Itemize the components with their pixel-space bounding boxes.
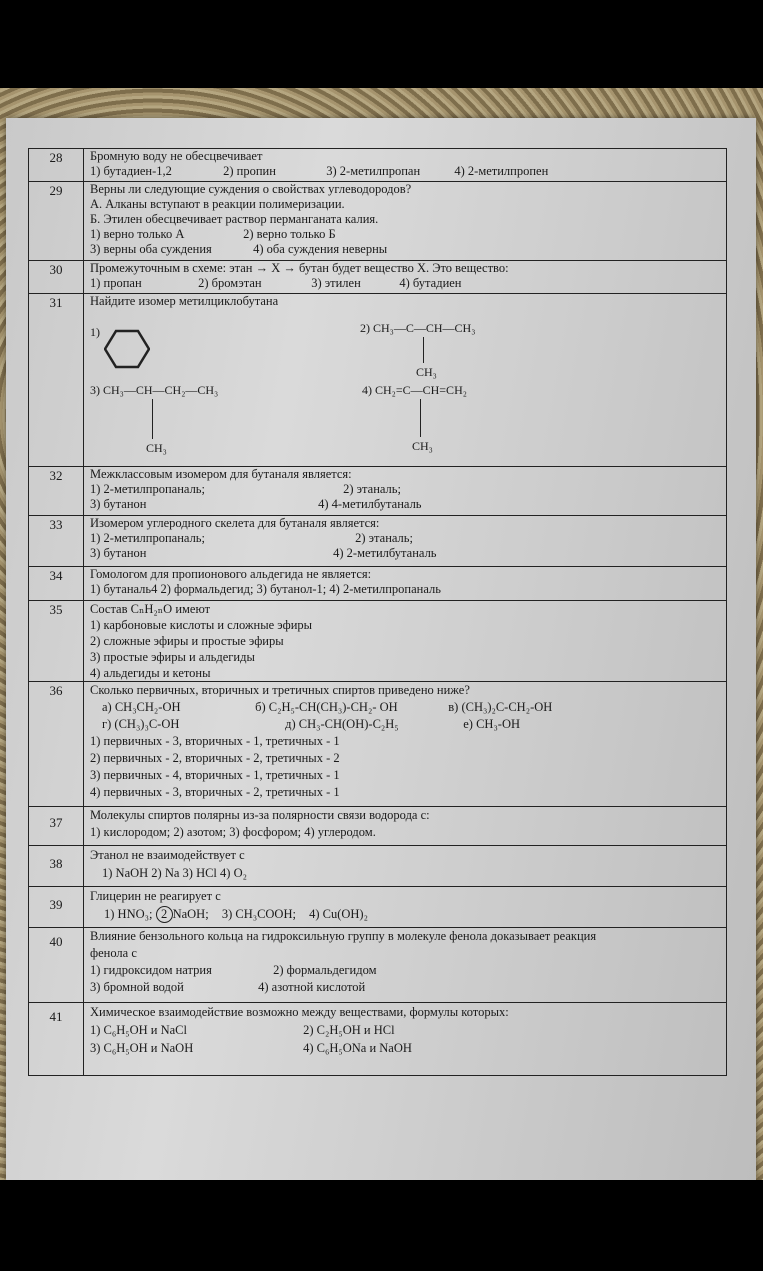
question-text: Глицерин не реагирует с [90,889,221,903]
question-29 [29,182,726,261]
question-28 [29,149,726,182]
question-number: 41 [29,1003,84,1075]
cyclohexane-structure [104,329,150,369]
compound-a: а) CH₃CH₂-OH [102,700,181,714]
option: NaOH; [172,907,209,921]
option: 3) 2-метилпропан [326,164,421,178]
questions-table [28,148,727,1076]
option: 1) первичных - 3, вторичных - 1, третичных - 1 [90,734,340,748]
question-number: 30 [29,261,84,293]
question-text: Состав CₙH₂ₙO имеют [90,602,211,616]
compound-c: в) (CH₃)₂C-CH₂-OH [448,700,553,714]
question-text: Гомологом для пропионового альдегида не является: [90,567,372,581]
question-text: Верны ли следующие суждения о свойствах углеводородов? [90,182,412,196]
option-3-branch: CH₃ [146,441,167,455]
question-32 [29,467,726,516]
option: 1) C₆H₅OH и NaCl [90,1023,187,1037]
option: 4) оба суждения неверны [253,242,388,256]
question-37 [29,807,726,846]
option: 2) формальдегидом [273,963,377,977]
question-number: 38 [29,846,84,886]
option: 1) верно только А [90,227,185,241]
question-number: 33 [29,516,84,566]
option: 4) альдегиды и кетоны [90,666,211,680]
question-text: Промежуточным в схеме: этан → X → бутан будет вещество X. Это вещество: [90,261,509,275]
question-text: Межклассовым изомером для бутаналя является: [90,467,352,481]
question-number: 28 [29,149,84,181]
question-text: Найдите изомер метилциклобутана [90,294,279,308]
question-36 [29,682,726,807]
option: 4) первичных - 3, вторичных - 2, третичных - 1 [90,785,340,799]
question-text: Сколько первичных, вторичных и третичных спиртов приведено ниже? [90,683,470,697]
question-31 [29,294,726,467]
option: 3) этилен [311,276,361,290]
option: 2) первичных - 2, вторичных - 2, третичных - 2 [90,751,340,765]
option-2-branch: CH₃ [416,365,437,379]
question-text: Молекулы спиртов полярны из-за полярности связи водорода с: [90,808,430,822]
option: 3) первичных - 4, вторичных - 1, третичных - 1 [90,768,340,782]
question-38 [29,846,726,887]
bond-line [152,399,153,439]
option: 2) C₂H₅OH и HCl [303,1023,395,1037]
question-33 [29,516,726,567]
options-line: 1) кислородом; 2) азотом; 3) фосфором; 4) углеродом. [90,825,376,839]
question-number: 35 [29,601,84,681]
option: 4) 2-метилбутаналь [333,546,437,560]
option: 4) азотной кислотой [258,980,366,994]
option: 2) верно только Б [243,227,336,241]
option: 1) карбоновые кислоты и сложные эфиры [90,618,313,632]
option: 2) бромэтан [198,276,262,290]
question-41 [29,1003,726,1076]
question-text: Химическое взаимодействие возможно между веществами, формулы которых: [90,1005,509,1019]
bond-line [423,337,424,363]
option: 2) сложные эфиры и простые эфиры [90,634,284,648]
question-text: А. Алканы вступают в реакции полимеризации. [90,197,345,211]
option: 4) 4-метилбутаналь [318,497,422,511]
question-text: Изомером углеродного скелета для бутаналя является: [90,516,380,530]
option: 1) 2-метилпропаналь; [90,531,205,545]
structures [90,309,720,464]
option: 4) бутадиен [399,276,462,290]
question-number: 37 [29,807,84,845]
question-text: Этанол не взаимодействует с [90,848,245,862]
option: 1) HNO₃; [104,907,153,921]
option-1-label: 1) [90,325,100,339]
option-2-formula: 2) CH₃—C—CH—CH₃ [360,321,476,335]
option: 3) бутанон [90,546,147,560]
question-40 [29,928,726,1003]
option: 4) Cu(OH)₂ [309,907,368,921]
question-text: Бромную воду не обесцвечивает [90,149,263,163]
question-number: 34 [29,567,84,600]
option: 1) гидроксидом натрия [90,963,212,977]
question-number: 36 [29,682,84,806]
compound-g: г) (CH₃)₃C-OH [102,717,180,731]
option: 3) бутанон [90,497,147,511]
question-number: 40 [29,928,84,1002]
question-number: 29 [29,182,84,260]
option: 1) пропан [90,276,142,290]
option-3-formula: 3) CH₃—CH—CH₂—CH₃ [90,383,219,397]
question-number: 39 [29,887,84,927]
option: 3) CH₃COOH; [221,907,296,921]
option: 3) C₆H₅OH и NaOH [90,1041,194,1055]
question-number: 32 [29,467,84,515]
option-4-formula: 4) CH₂=C—CH=CH₂ [362,383,467,397]
option: 1) бутадиен-1,2 [90,164,172,178]
option: 3) верны оба суждения [90,242,212,256]
option: 3) бромной водой [90,980,184,994]
question-30 [29,261,726,294]
question-text: Б. Этилен обесцвечивает раствор перманганата калия. [90,212,379,226]
question-text: Влияние бензольного кольца на гидроксильную группу в молекуле фенола доказывает реакция [90,929,597,943]
option: 2) пропин [223,164,276,178]
compound-e: е) CH₃-OH [463,717,521,731]
option: 2) этаналь; [343,482,401,496]
question-text-cont: фенола с [90,946,137,960]
circled-answer: 2 [156,906,173,923]
option: 4) C₆H₅ONa и NaOH [303,1041,412,1055]
question-35 [29,601,726,682]
option: 3) простые эфиры и альдегиды [90,650,255,664]
compound-d: д) CH₃-CH(OH)-C₂H₅ [285,717,399,731]
question-34 [29,567,726,601]
option: 4) 2-метилпропен [454,164,549,178]
compound-b: б) C₂H₅-CH(CH₃)-CH₂- OH [255,700,398,714]
option: 2) этаналь; [355,531,413,545]
options-line: 1) NaOH 2) Na 3) HCl 4) O₂ [102,866,247,880]
bond-line [420,399,421,437]
question-number: 31 [29,294,84,466]
options-line: 1) бутаналь4 2) формальдегид; 3) бутанол-1; 4) 2-метилпропаналь [90,582,441,596]
option: 1) 2-метилпропаналь; [90,482,205,496]
option-4-branch: CH₃ [412,439,433,453]
question-39 [29,887,726,928]
